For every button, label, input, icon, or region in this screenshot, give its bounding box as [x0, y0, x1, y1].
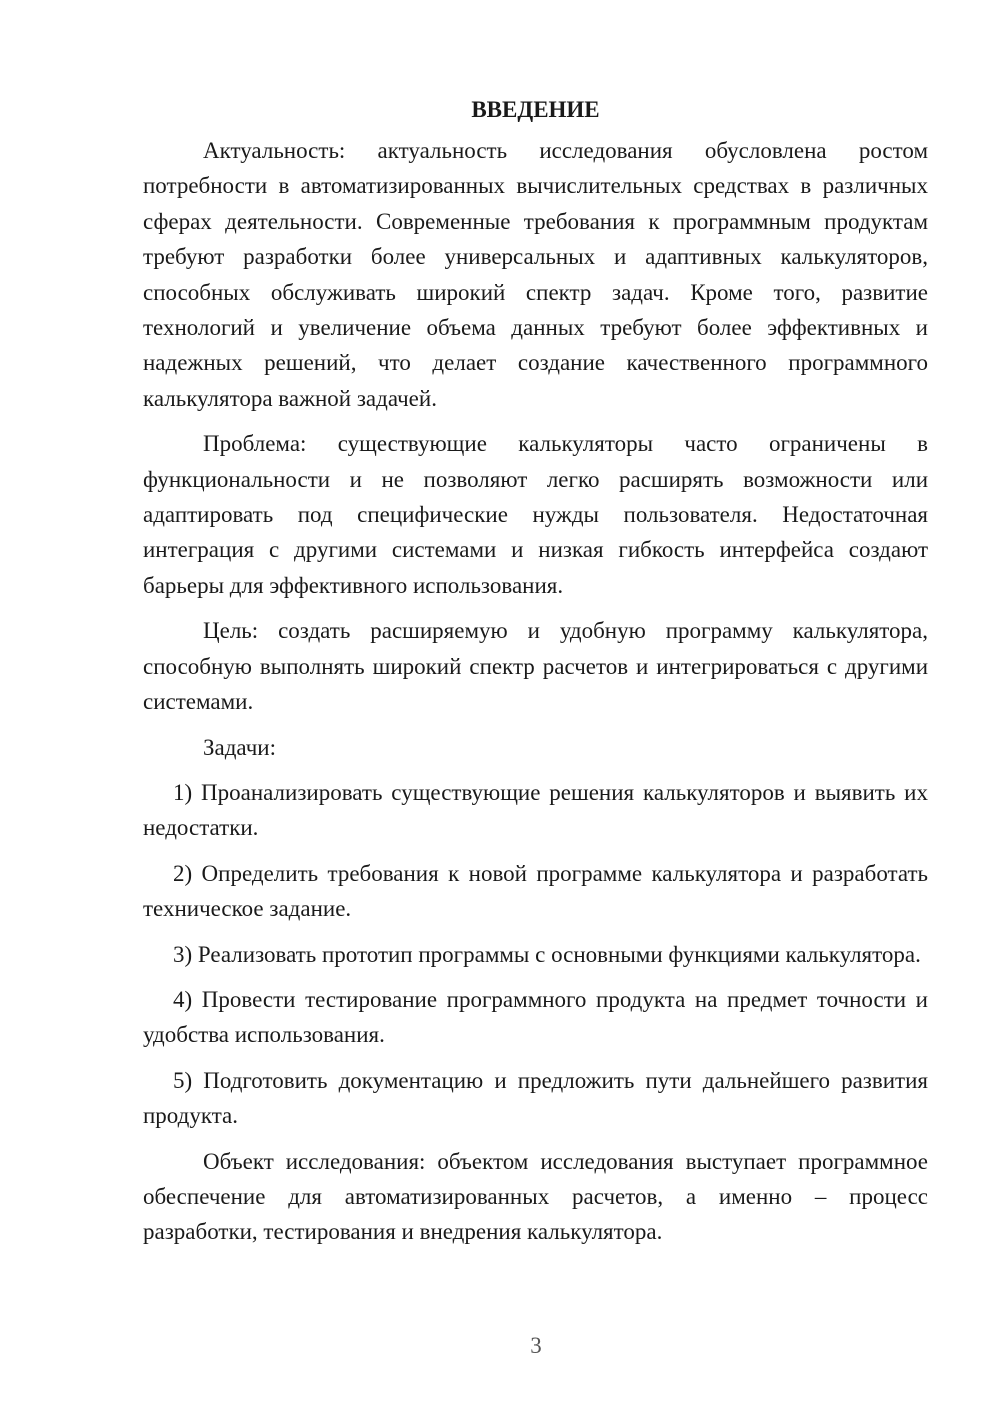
- paragraph-object: Объект исследования: объектом исследования выступает программное обеспечение для автоматизированных расчетов, а именно – процесс разработки, тестирования и внедрения калькулятора.: [143, 1148, 928, 1245]
- tasks-heading: Задачи:: [203, 734, 276, 760]
- paragraph-goal: Цель: создать расширяемую и удобную программу калькулятора, способную выполнять широкий спектр расчетов и интегрироваться с другими системами.: [143, 618, 928, 715]
- section-title: ВВЕДЕНИЕ: [471, 97, 600, 122]
- page-number: 3: [530, 1333, 542, 1358]
- task-item-5: 5) Подготовить документацию и предложить пути дальнейшего развития продукта.: [143, 1067, 928, 1129]
- tasks-list: [143, 775, 928, 1134]
- task-item-3: 3) Реализовать прототип программы с основными функциями калькулятора.: [173, 941, 921, 967]
- paragraph-relevance: Актуальность: актуальность исследования обусловлена ростом потребности в автоматизированных вычислительных средствах в различных сферах деятельности. Современные требования к программным продуктам требуют разработки более универсальных и адаптивных калькуляторов, способных обслуживать широкий спектр задач. Кроме того, развитие технологий и увеличение объема данных требуют более эффективных и надежных решений, что делает создание качественного программного калькулятора важной задачей.: [143, 138, 928, 411]
- document-page: [143, 92, 928, 1260]
- task-item-4: 4) Провести тестирование программного продукта на предмет точности и удобства использования.: [143, 986, 928, 1048]
- task-item-1: 1) Проанализировать существующие решения калькуляторов и выявить их недостатки.: [143, 779, 928, 841]
- task-item-2: 2) Определить требования к новой программе калькулятора и разработать техническое задание.: [143, 860, 928, 922]
- paragraph-problem: Проблема: существующие калькуляторы часто ограничены в функциональности и не позволяют легко расширять возможности или адаптировать под специфические нужды пользователя. Недостаточная интеграция с другими системами и низкая гибкость интерфейса создают барьеры для эффективного использования.: [143, 431, 928, 598]
